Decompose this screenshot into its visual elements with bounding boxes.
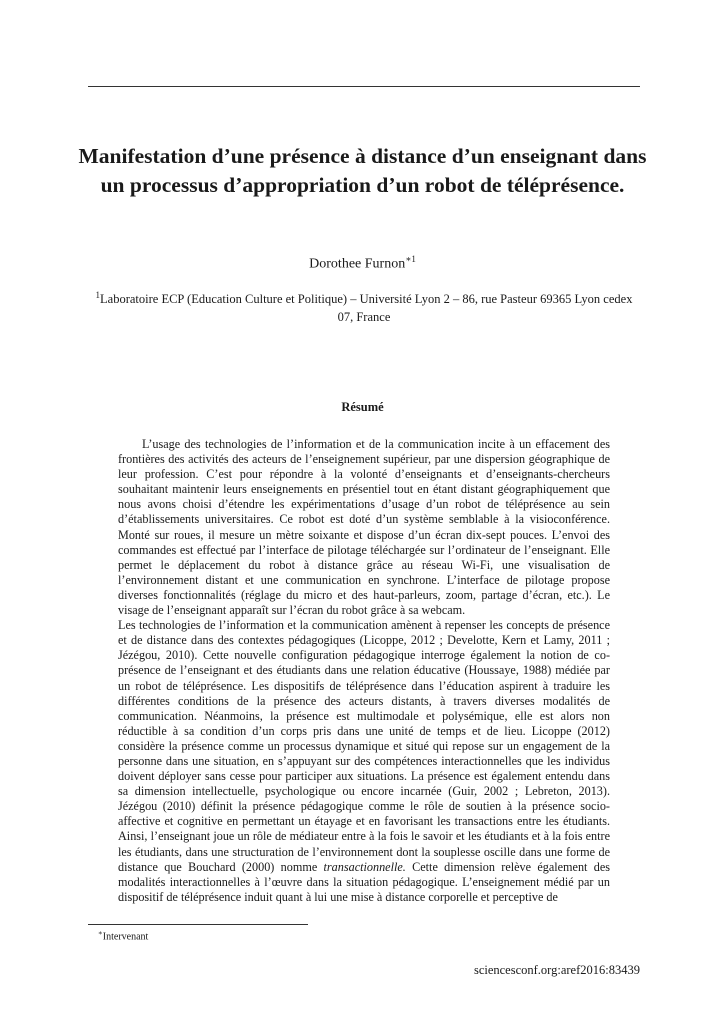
paper-title: Manifestation d’une présence à distance d’un enseignant dans un processus d’appropriation d’un robot de téléprésence. (78, 144, 647, 197)
author-name: Dorothee Furnon (309, 256, 406, 272)
author-mark: ∗1 (405, 254, 416, 264)
affiliation-text: Laboratoire ECP (Education Culture et Politique) – Université Lyon 2 – 86, rue Pasteur 69365 Lyon cedex 07, France (100, 292, 633, 325)
author-line (0, 254, 725, 273)
footnote-rule (88, 924, 308, 925)
abstract-emphasis: transactionnelle. (323, 859, 406, 874)
top-rule (88, 86, 640, 87)
abstract-paragraph-2 (118, 618, 610, 905)
footnote (98, 929, 148, 942)
abstract-paragraph-2-part-b: Cette dimension relève également des modalités interactionnelles à l’œuvre dans la situation pédagogique. L’enseignement médié par un dispositif de téléprésence induit quant à lui une mise à distance corporelle et perceptive de (118, 859, 610, 904)
abstract-body (118, 437, 610, 905)
affiliation-mark: 1 (95, 290, 101, 300)
affiliation (88, 286, 640, 326)
abstract-paragraph-1: L’usage des technologies de l’information et de la communication incite à un effacement des frontières des activités des acteurs de l’enseignement supérieur, par une dispersion géographique de leur profession. C’est pour répondre à la volonté d’enseignants et d’enseignants-chercheurs souhaitant maintenir leurs enseignements en présentiel tout en étant distant géographiquement que nous avons choisi d’étendre les expérimentations d’usage d’un robot de téléprésence au sein d’établissements universitaires. Ce robot est doté d’un système semblable à la visioconférence. Monté sur roues, il mesure un mètre soixante et dispose d’un écran dix-sept pouces. L’envoi des commandes est effectué par l’interface de pilotage téléchargée sur l’ordinateur de l’enseignant. Elle permet le déplacement du robot à distance grâce au réseau Wi-Fi, une visualisation de l’environnement distant et une communication en synchrone. L’interface de pilotage propose diverses fonctionnalités (réglage du micro et des haut-parleurs, zoom, partage d’écran, etc.). Le visage de l’enseignant apparaît sur l’écran du robot grâce à sa webcam. (118, 437, 610, 618)
footnote-text: Intervenant (102, 931, 149, 943)
abstract-heading: Résumé (341, 400, 384, 414)
abstract-paragraph-2-part-a: Les technologies de l’information et la communication amènent à repenser les concepts de présence et de distance dans des contextes pédagogiques (Licoppe, 2012 ; Develotte, Kern et Lamy, 2011 ; Jézégou, 2010). Cette nouvelle configuration pédagogique interroge également la notion de co-présence de l’enseignant et des étudiants dans une relation éducative (Houssaye, 1988) médiée par un robot de téléprésence. Les dispositifs de téléprésence dans l’éducation aspirent à traduire les différentes conditions de la présence des acteurs distants, à travers diverses modalités de communication. Néanmoins, la présence est multimodale et polysémique, elle est alors non réductible à sa condition d’un corps pris dans une unité de temps et de lieu. Licoppe (2012) considère la présence comme un processus dynamique et situé qui repose sur un engagement de la personne dans une situation, en s’appuyant sur des compétences interactionnelles que les individus doivent déployer sans cesse pour participer aux situations. La présence est également entendu dans sa dimension intellectuelle, psychologique ou encore incarnée (Guir, 2002 ; Lebreton, 2013). Jézégou (2010) définit la présence pédagogique comme le rôle de soutien à la présence socio-affective et cognitive en permettant un étayage et en favorisant les transactions entre les étudiants. Ainsi, l’enseignant joue un rôle de médiateur entre à la fois le savoir et les étudiants et à la fois entre les étudiants, dans une structuration de l’environnement dont la souplesse oscille dans une forme de distance que Bouchard (2000) nomme (118, 618, 610, 874)
footnote-mark: ∗ (98, 929, 103, 937)
source-stamp: sciencesconf.org:aref2016:83439 (473, 963, 640, 977)
